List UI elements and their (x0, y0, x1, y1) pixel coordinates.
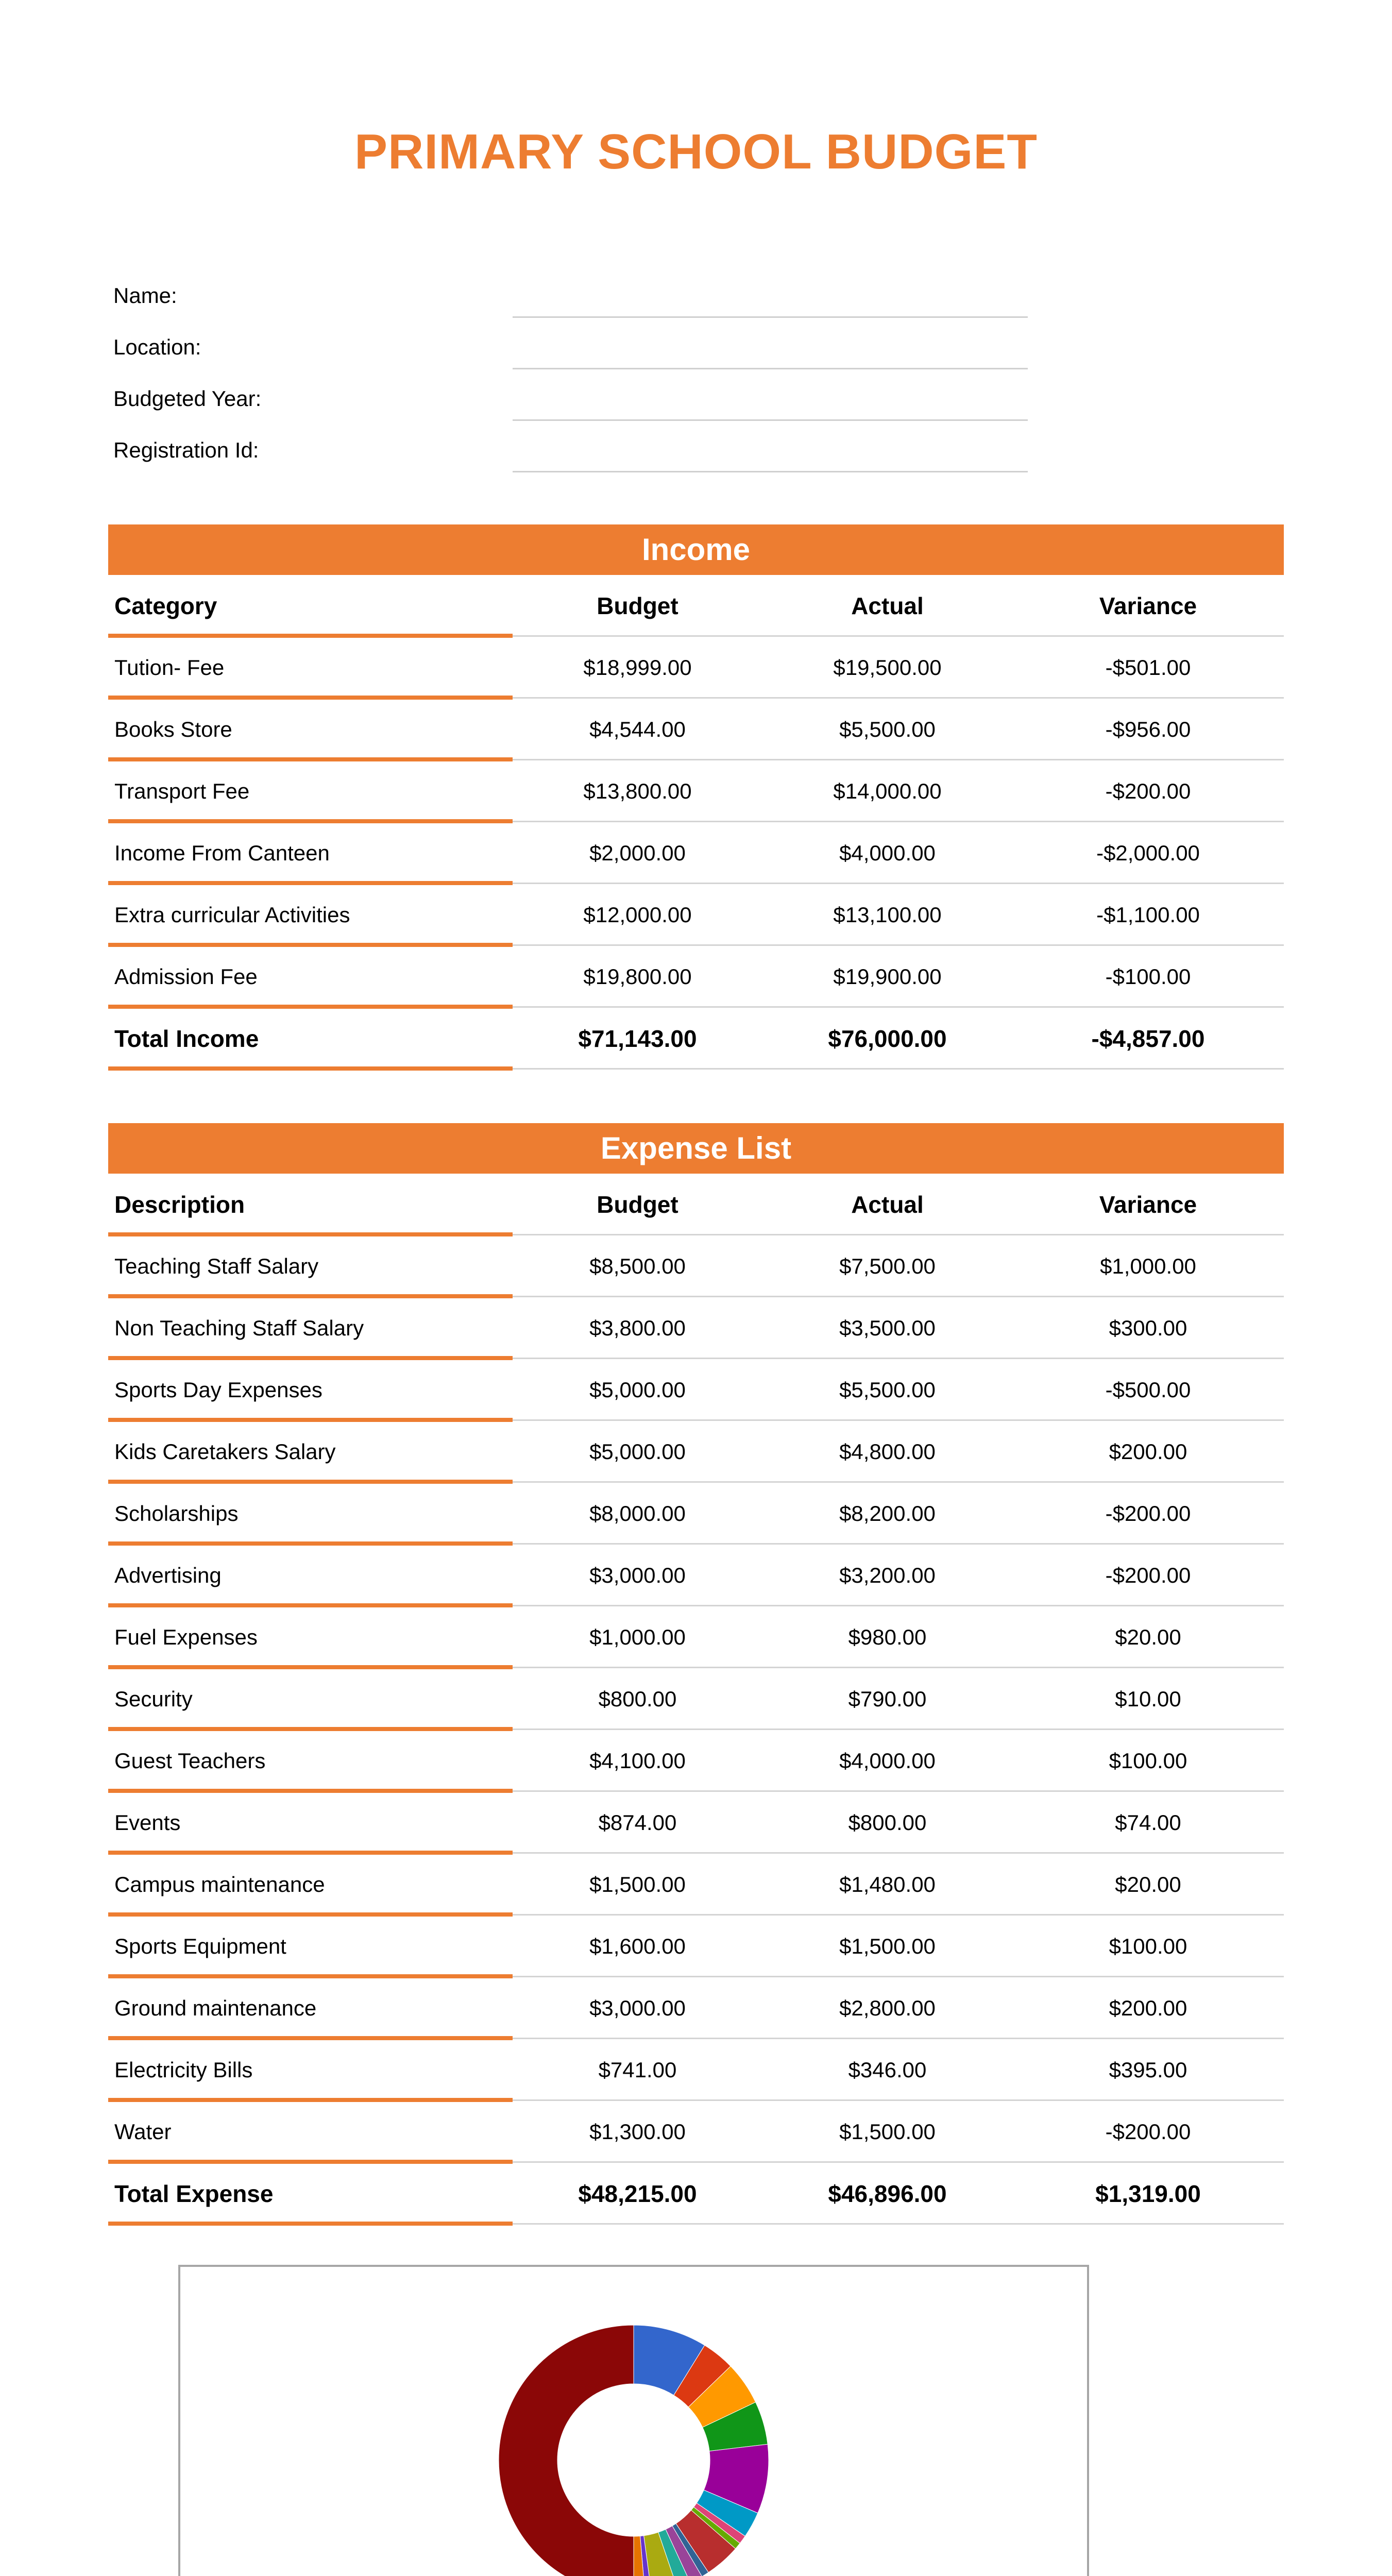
cell-variance: $1,000.00 (1100, 1254, 1196, 1278)
cell-budget: $3,800.00 (589, 1316, 686, 1340)
cell-variance: Variance (1099, 1191, 1197, 1218)
info-row-name (113, 273, 1030, 325)
table-row (108, 637, 1284, 699)
cell-variance: -$1,100.00 (1096, 903, 1200, 927)
table-total-row (108, 1008, 1284, 1070)
table-row (108, 1235, 1284, 1297)
table-row (108, 946, 1284, 1008)
cell-label: Sports Day Expenses (114, 1378, 322, 1402)
table-row (108, 884, 1284, 946)
cell-budget: Budget (597, 1191, 678, 1218)
cell-budget: $48,215.00 (578, 2180, 697, 2207)
income-table (108, 575, 1284, 1070)
cell-actual: $346.00 (848, 2058, 927, 2082)
info-label: Name: (113, 283, 177, 308)
cell-label: Events (114, 1810, 181, 1835)
cell-label: Transport Fee (114, 779, 250, 803)
cell-variance: $10.00 (1115, 1687, 1181, 1711)
cell-actual: $14,000.00 (833, 779, 942, 803)
table-row (108, 1545, 1284, 1606)
expense-header: Expense List (108, 1123, 1284, 1174)
cell-budget: $71,143.00 (578, 1025, 697, 1052)
cell-label: Admission Fee (114, 964, 258, 989)
cell-label: Advertising (114, 1563, 222, 1587)
cell-variance: $100.00 (1109, 1749, 1187, 1773)
info-label: Budgeted Year: (113, 386, 262, 411)
cell-budget: $1,300.00 (589, 2120, 686, 2144)
table-header-row (108, 575, 1284, 637)
cell-budget: $741.00 (598, 2058, 677, 2082)
cell-variance: $20.00 (1115, 1625, 1181, 1649)
cell-variance: -$200.00 (1105, 779, 1191, 803)
cell-label: Scholarships (114, 1501, 239, 1526)
cell-actual: $800.00 (848, 1810, 927, 1835)
cell-label: Fuel Expenses (114, 1625, 258, 1649)
cell-label: Category (114, 592, 217, 619)
table-row (108, 2039, 1284, 2101)
cell-actual: $790.00 (848, 1687, 927, 1711)
cell-label: Non Teaching Staff Salary (114, 1316, 364, 1340)
cell-budget: $800.00 (598, 1687, 677, 1711)
cell-variance: $100.00 (1109, 1934, 1187, 1958)
table-row (108, 1854, 1284, 1916)
cell-budget: $13,800.00 (583, 779, 692, 803)
cell-actual: $13,100.00 (833, 903, 942, 927)
registration-id-field[interactable] (513, 471, 1028, 472)
cell-actual: $1,480.00 (839, 1872, 936, 1896)
cell-label: Kids Caretakers Salary (114, 1439, 336, 1464)
row-accent-divider (108, 1066, 513, 1071)
cell-actual: $1,500.00 (839, 2120, 936, 2144)
cell-variance: -$200.00 (1105, 2120, 1191, 2144)
cell-actual: Actual (851, 1191, 924, 1218)
cell-variance: $200.00 (1109, 1439, 1187, 1464)
expense-chart (178, 2265, 1089, 2576)
cell-variance: -$200.00 (1105, 1563, 1191, 1587)
cell-actual: $4,000.00 (839, 841, 936, 865)
cell-label: Income From Canteen (114, 841, 330, 865)
cell-label: Total Income (114, 1025, 259, 1052)
donut-chart (180, 2267, 1087, 2576)
expense-table (108, 1174, 1284, 2225)
location-field[interactable] (513, 368, 1028, 369)
table-total-row (108, 2163, 1284, 2225)
cell-budget: $3,000.00 (589, 1996, 686, 2020)
row-accent-divider (108, 2222, 513, 2226)
cell-variance: -$200.00 (1105, 1501, 1191, 1526)
cell-actual: $8,200.00 (839, 1501, 936, 1526)
cell-label: Electricity Bills (114, 2058, 253, 2082)
info-label: Registration Id: (113, 438, 259, 462)
cell-variance: Variance (1099, 592, 1197, 619)
table-row (108, 1297, 1284, 1359)
cell-label: Ground maintenance (114, 1996, 317, 2020)
cell-budget: $8,000.00 (589, 1501, 686, 1526)
cell-label: Extra curricular Activities (114, 903, 350, 927)
cell-label: Total Expense (114, 2180, 274, 2207)
table-row (108, 1792, 1284, 1854)
cell-actual: $7,500.00 (839, 1254, 936, 1278)
cell-budget: Budget (597, 592, 678, 619)
cell-label: Campus maintenance (114, 1872, 325, 1896)
cell-variance: -$2,000.00 (1096, 841, 1200, 865)
table-row (108, 1606, 1284, 1668)
cell-budget: $2,000.00 (589, 841, 686, 865)
cell-variance: -$956.00 (1105, 717, 1191, 741)
table-row (108, 822, 1284, 884)
table-row (108, 699, 1284, 760)
cell-variance: -$501.00 (1105, 655, 1191, 680)
cell-budget: $8,500.00 (589, 1254, 686, 1278)
cell-actual: $4,000.00 (839, 1749, 936, 1773)
cell-budget: $4,544.00 (589, 717, 686, 741)
cell-budget: $3,000.00 (589, 1563, 686, 1587)
table-row (108, 2101, 1284, 2163)
cell-budget: $12,000.00 (583, 903, 692, 927)
info-row-registration-id (113, 428, 1030, 479)
cell-label: Guest Teachers (114, 1749, 266, 1773)
info-row-budgeted-year (113, 376, 1030, 428)
table-row (108, 1359, 1284, 1421)
table-row (108, 1668, 1284, 1730)
cell-actual: $19,500.00 (833, 655, 942, 680)
cell-variance: -$4,857.00 (1091, 1025, 1205, 1052)
cell-actual: $2,800.00 (839, 1996, 936, 2020)
table-row (108, 1977, 1284, 2039)
cell-actual: $3,200.00 (839, 1563, 936, 1587)
cell-label: Books Store (114, 717, 232, 741)
cell-budget: $18,999.00 (583, 655, 692, 680)
cell-budget: $874.00 (598, 1810, 677, 1835)
cell-budget: $5,000.00 (589, 1439, 686, 1464)
cell-actual: $19,900.00 (833, 964, 942, 989)
cell-variance: $395.00 (1109, 2058, 1187, 2082)
cell-budget: $1,000.00 (589, 1625, 686, 1649)
cell-variance: $74.00 (1115, 1810, 1181, 1835)
page-title: PRIMARY SCHOOL BUDGET (354, 124, 1038, 179)
cell-label: Tution- Fee (114, 655, 225, 680)
cell-label: Security (114, 1687, 193, 1711)
cell-budget: $1,500.00 (589, 1872, 686, 1896)
donut-slice-total-expense (499, 2325, 634, 2576)
cell-variance: $300.00 (1109, 1316, 1187, 1340)
info-row-location (113, 325, 1030, 376)
cell-actual: $46,896.00 (828, 2180, 947, 2207)
cell-label: Description (114, 1191, 245, 1218)
cell-label: Teaching Staff Salary (114, 1254, 319, 1278)
cell-label: Sports Equipment (114, 1934, 286, 1958)
cell-actual: $5,500.00 (839, 717, 936, 741)
table-row (108, 1483, 1284, 1545)
cell-variance: $1,319.00 (1095, 2180, 1201, 2207)
name-field[interactable] (513, 316, 1028, 318)
table-row (108, 1916, 1284, 1977)
cell-actual: $76,000.00 (828, 1025, 947, 1052)
table-row (108, 760, 1284, 822)
cell-variance: -$500.00 (1105, 1378, 1191, 1402)
income-header: Income (108, 524, 1284, 575)
table-row (108, 1421, 1284, 1483)
cell-budget: $4,100.00 (589, 1749, 686, 1773)
cell-actual: $5,500.00 (839, 1378, 936, 1402)
budgeted-year-field[interactable] (513, 419, 1028, 421)
cell-actual: $4,800.00 (839, 1439, 936, 1464)
table-header-row (108, 1174, 1284, 1235)
cell-variance: -$100.00 (1105, 964, 1191, 989)
cell-variance: $200.00 (1109, 1996, 1187, 2020)
cell-actual: $1,500.00 (839, 1934, 936, 1958)
cell-actual: $3,500.00 (839, 1316, 936, 1340)
table-row (108, 1730, 1284, 1792)
cell-actual: $980.00 (848, 1625, 927, 1649)
cell-label: Water (114, 2120, 172, 2144)
info-label: Location: (113, 335, 201, 359)
cell-actual: Actual (851, 592, 924, 619)
cell-variance: $20.00 (1115, 1872, 1181, 1896)
cell-budget: $1,600.00 (589, 1934, 686, 1958)
cell-budget: $19,800.00 (583, 964, 692, 989)
cell-budget: $5,000.00 (589, 1378, 686, 1402)
